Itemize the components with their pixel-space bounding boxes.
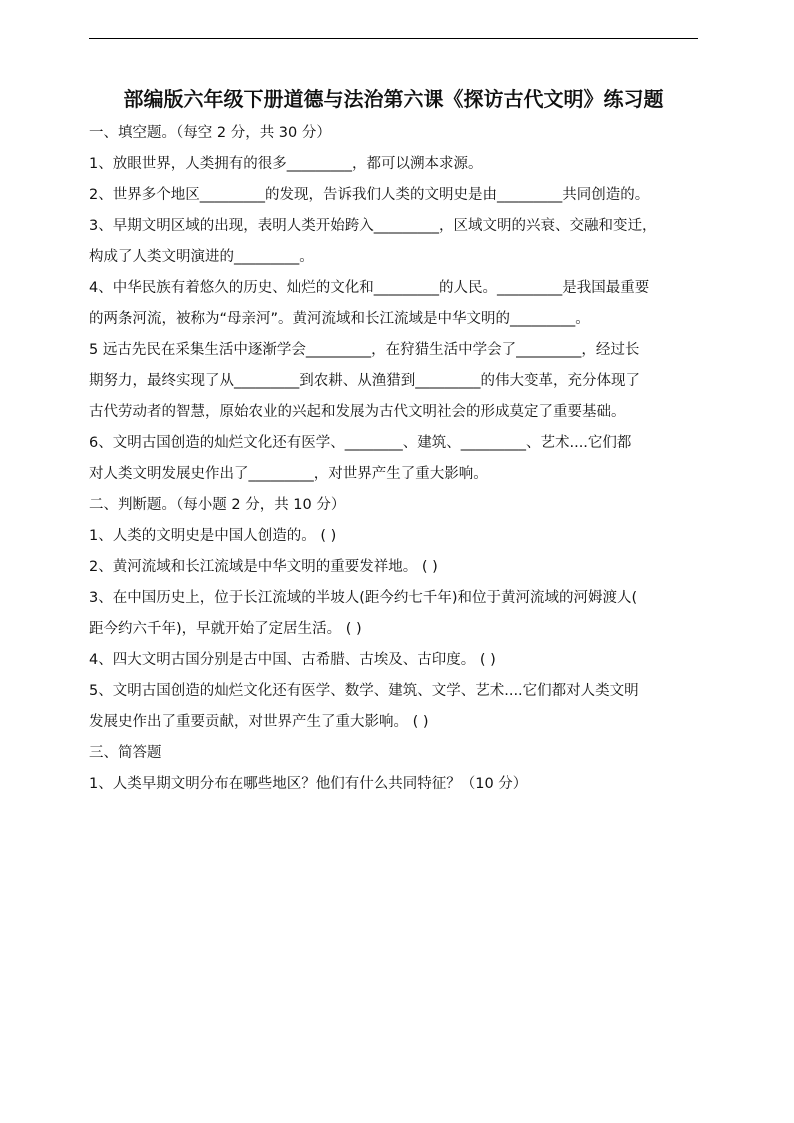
question-line: 6、文明古国创造的灿烂文化还有医学、________、建筑、_________、艺术....它们都 [89, 435, 632, 451]
question-line: 1、放眼世界，人类拥有的很多_________，都可以溯本求源。 [89, 156, 483, 172]
question-line: 2、世界多个地区_________的发现，告诉我们人类的文明史是由_________共同创造的。 [89, 187, 650, 203]
question-line: 古代劳动者的智慧，原始农业的兴起和发展为古代文明社会的形成莫定了重要基础。 [89, 404, 626, 420]
question-line: 构成了人类文明演进的_________。 [89, 249, 314, 265]
question-line: 的两条河流，被称为“母亲河”。黄河流域和长江流域是中华文明的_________。 [89, 311, 590, 327]
question-line: 1、人类早期文明分布在哪些地区？他们有什么共同特征？（10 分） [89, 776, 528, 792]
question-line: 4、中华民族有着悠久的历史、灿烂的文化和_________的人民。_________是我国最重要 [89, 280, 650, 296]
page-title: 部编版六年级下册道德与法治第六课《探访古代文明》练习题 [123, 87, 664, 111]
question-line: 3、在中国历史上，位于长江流域的半坡人(距今约七千年)和位于黄河流域的河姆渡人( [89, 590, 638, 606]
section-heading-fill-in: 一、填空题。（每空 2 分，共 30 分） [89, 125, 331, 141]
question-line: 5、文明古国创造的灿烂文化还有医学、数学、建筑、文学、艺术....它们都对人类文明 [89, 683, 639, 699]
question-line: 4、四大文明古国分别是古中国、古希腊、古埃及、古印度。 ( ) [89, 652, 496, 668]
question-line: 1、人类的文明史是中国人创造的。 ( ) [89, 528, 337, 544]
question-line: 对人类文明发展史作出了_________，对世界产生了重大影响。 [89, 466, 488, 482]
question-line: 2、黄河流域和长江流域是中华文明的重要发祥地。 ( ) [89, 559, 438, 575]
section-heading-short-answer: 三、简答题 [89, 745, 162, 761]
question-line: 期努力，最终实现了从_________到农耕、从渔猎到_________的伟大变革，充分体现了 [89, 373, 640, 389]
section-heading-true-false: 二、判断题。（每小题 2 分，共 10 分） [89, 497, 346, 513]
question-line: 5 远古先民在采集生活中逐渐学会_________，在狩猎生活中学会了_________，经过长 [89, 342, 640, 358]
question-line: 发展史作出了重要贡献，对世界产生了重大影响。 ( ) [89, 714, 429, 730]
question-line: 距今约六千年)，早就开始了定居生活。 ( ) [89, 621, 362, 637]
worksheet-body [89, 118, 707, 800]
header-rule [89, 38, 698, 39]
question-line: 3、早期文明区域的出现，表明人类开始跨入_________，区域文明的兴衰、交融和变迁， [89, 218, 657, 234]
